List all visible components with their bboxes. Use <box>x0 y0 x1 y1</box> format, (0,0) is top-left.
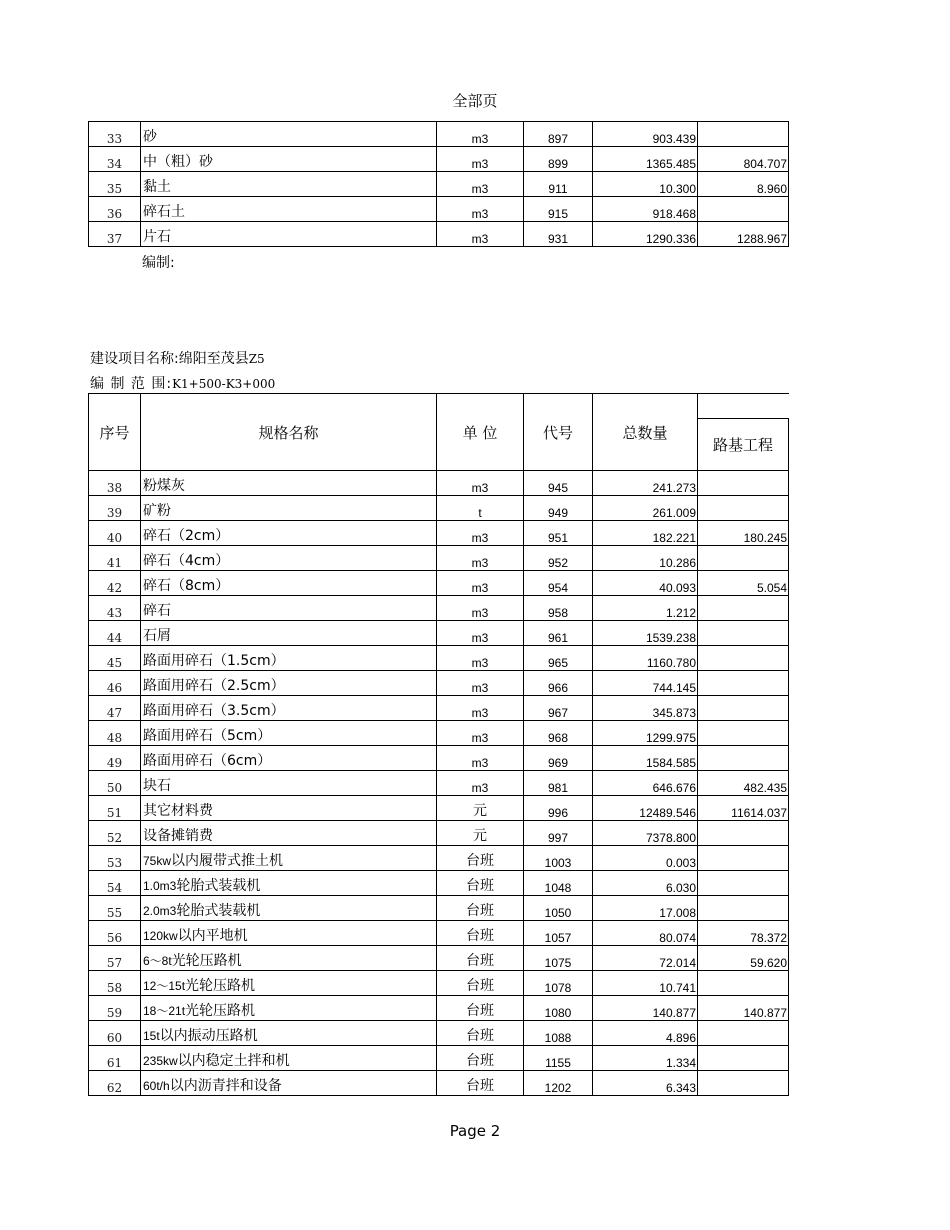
row-code: 1057 <box>524 921 593 946</box>
row-name <box>141 571 437 596</box>
table-row <box>89 871 789 896</box>
row-code: 899 <box>524 147 593 172</box>
row-code: 1155 <box>524 1046 593 1071</box>
row-roadbed: 1288.967 <box>698 222 789 247</box>
row-code: 997 <box>524 821 593 846</box>
row-name-text: 粉煤灰 <box>143 478 185 494</box>
row-name <box>141 971 437 996</box>
row-unit: t <box>437 496 524 521</box>
row-total: 1160.780 <box>593 646 698 671</box>
row-name-text: 路面用碎石（6cm） <box>143 753 272 769</box>
row-name-text: 路面用碎石（2.5cm） <box>143 678 285 694</box>
row-roadbed <box>698 122 789 147</box>
row-code: 931 <box>524 222 593 247</box>
row-total: 0.003 <box>593 846 698 871</box>
row-code: 949 <box>524 496 593 521</box>
table-row <box>89 496 789 521</box>
row-total: 4.896 <box>593 1021 698 1046</box>
table-row <box>89 646 789 671</box>
row-code: 961 <box>524 621 593 646</box>
row-name-prefix: 60t/h <box>143 1079 170 1093</box>
row-code: 968 <box>524 721 593 746</box>
table-row <box>89 771 789 796</box>
row-unit: 台班 <box>437 896 524 921</box>
range-label: 编 制 范 围: <box>90 376 173 392</box>
row-number: 56 <box>89 921 141 946</box>
row-total: 1.334 <box>593 1046 698 1071</box>
row-unit: m3 <box>437 147 524 172</box>
row-roadbed <box>698 546 789 571</box>
row-roadbed <box>698 646 789 671</box>
row-name <box>141 621 437 646</box>
row-total: 1.212 <box>593 596 698 621</box>
row-total: 241.273 <box>593 471 698 496</box>
project-name: 绵阳至茂县 <box>178 351 249 367</box>
row-number: 36 <box>89 197 141 222</box>
table-row <box>89 521 789 546</box>
row-name <box>141 896 437 921</box>
top-material-table <box>88 121 789 247</box>
row-unit: 元 <box>437 796 524 821</box>
main-table-body <box>89 471 789 1096</box>
row-name-text: 以内稳定土拌和机 <box>177 1053 290 1069</box>
row-name-prefix: 2.0m3 <box>143 904 177 918</box>
table-row <box>89 946 789 971</box>
row-roadbed: 140.877 <box>698 996 789 1021</box>
row-roadbed: 482.435 <box>698 771 789 796</box>
row-name-prefix: 75kw <box>143 854 172 868</box>
header-roadbed: 路基工程 <box>698 419 789 471</box>
table-row <box>89 222 789 247</box>
row-unit: m3 <box>437 546 524 571</box>
row-name <box>141 871 437 896</box>
row-total: 345.873 <box>593 696 698 721</box>
row-unit: m3 <box>437 596 524 621</box>
table-row <box>89 971 789 996</box>
project-label: 建设项目名称: <box>90 351 179 367</box>
row-total: 1539.238 <box>593 621 698 646</box>
row-roadbed <box>698 471 789 496</box>
row-total: 72.014 <box>593 946 698 971</box>
table-row <box>89 821 789 846</box>
row-unit: m3 <box>437 172 524 197</box>
row-code: 965 <box>524 646 593 671</box>
row-name-prefix: 12～15t <box>143 979 186 993</box>
row-total: 1299.975 <box>593 721 698 746</box>
row-code: 1050 <box>524 896 593 921</box>
row-name-text: 矿粉 <box>143 503 171 519</box>
row-name-text: 路面用碎石（5cm） <box>143 728 272 744</box>
row-total: 6.343 <box>593 1071 698 1096</box>
row-name-text: 碎石（4cm） <box>143 553 230 569</box>
row-name <box>141 1071 437 1096</box>
row-roadbed <box>698 971 789 996</box>
row-unit: m3 <box>437 721 524 746</box>
table-row <box>89 996 789 1021</box>
row-name <box>141 746 437 771</box>
table-row <box>89 596 789 621</box>
row-name-text: 光轮压路机 <box>185 1003 256 1019</box>
row-name-prefix: 120kw <box>143 929 178 943</box>
row-total: 40.093 <box>593 571 698 596</box>
row-unit: m3 <box>437 746 524 771</box>
row-code: 952 <box>524 546 593 571</box>
row-code: 958 <box>524 596 593 621</box>
row-name-text: 石屑 <box>143 628 171 644</box>
row-unit: 台班 <box>437 846 524 871</box>
table-row <box>89 621 789 646</box>
row-total: 80.074 <box>593 921 698 946</box>
row-roadbed <box>698 821 789 846</box>
header-unit: 单 位 <box>437 394 524 471</box>
row-unit: m3 <box>437 521 524 546</box>
row-name-text: 以内平地机 <box>177 928 248 944</box>
row-roadbed <box>698 197 789 222</box>
row-name-text: 黏土 <box>143 179 171 195</box>
row-code: 945 <box>524 471 593 496</box>
row-unit: 台班 <box>437 1071 524 1096</box>
row-number: 45 <box>89 646 141 671</box>
row-name-text: 块石 <box>143 778 171 794</box>
row-name-text: 碎石（2cm） <box>143 528 230 544</box>
row-code: 981 <box>524 771 593 796</box>
table-row <box>89 1071 789 1096</box>
row-total: 261.009 <box>593 496 698 521</box>
row-name <box>141 796 437 821</box>
row-name-text: 中（粗）砂 <box>143 154 213 170</box>
row-name <box>141 596 437 621</box>
row-name-text: 以内履带式推土机 <box>171 853 284 869</box>
table-row <box>89 746 789 771</box>
row-name <box>141 821 437 846</box>
table-row <box>89 671 789 696</box>
row-roadbed: 180.245 <box>698 521 789 546</box>
row-number: 37 <box>89 222 141 247</box>
row-code: 1075 <box>524 946 593 971</box>
row-code: 966 <box>524 671 593 696</box>
header-name: 规格名称 <box>141 394 437 471</box>
row-unit: 台班 <box>437 1021 524 1046</box>
row-name-text: 砂 <box>143 129 157 145</box>
row-number: 50 <box>89 771 141 796</box>
row-unit: m3 <box>437 222 524 247</box>
row-name <box>141 671 437 696</box>
row-total: 12489.546 <box>593 796 698 821</box>
row-name <box>141 496 437 521</box>
row-name <box>141 147 437 172</box>
row-roadbed <box>698 721 789 746</box>
editor-label: 编制: <box>142 255 175 271</box>
row-roadbed <box>698 896 789 921</box>
row-name <box>141 771 437 796</box>
row-unit: m3 <box>437 122 524 147</box>
row-code: 897 <box>524 122 593 147</box>
row-total: 10.300 <box>593 172 698 197</box>
row-code: 915 <box>524 197 593 222</box>
row-name-text: 光轮压路机 <box>171 953 242 969</box>
row-total: 6.030 <box>593 871 698 896</box>
row-number: 46 <box>89 671 141 696</box>
row-number: 61 <box>89 1046 141 1071</box>
row-roadbed: 78.372 <box>698 921 789 946</box>
row-roadbed <box>698 871 789 896</box>
row-name <box>141 646 437 671</box>
row-name-text: 设备摊销费 <box>143 828 213 844</box>
row-code: 1048 <box>524 871 593 896</box>
row-code: 1202 <box>524 1071 593 1096</box>
row-unit: 台班 <box>437 871 524 896</box>
row-name-prefix: 1.0m3 <box>143 879 177 893</box>
row-unit: m3 <box>437 571 524 596</box>
table-row <box>89 571 789 596</box>
project-name-line <box>90 348 265 368</box>
row-roadbed <box>698 846 789 871</box>
table-row <box>89 796 789 821</box>
row-unit: m3 <box>437 621 524 646</box>
row-number: 35 <box>89 172 141 197</box>
row-name-text: 其它材料费 <box>143 803 213 819</box>
row-name-prefix: 235kw <box>143 1054 178 1068</box>
row-total: 1365.485 <box>593 147 698 172</box>
row-total: 646.676 <box>593 771 698 796</box>
table-row <box>89 721 789 746</box>
row-name-text: 以内沥青拌和设备 <box>169 1078 282 1094</box>
row-unit: m3 <box>437 696 524 721</box>
row-name <box>141 721 437 746</box>
top-table-body <box>89 122 789 247</box>
row-number: 55 <box>89 896 141 921</box>
row-name <box>141 222 437 247</box>
row-unit: m3 <box>437 471 524 496</box>
row-name <box>141 546 437 571</box>
row-unit: 台班 <box>437 946 524 971</box>
row-name-text: 轮胎式装载机 <box>176 903 261 919</box>
row-number: 60 <box>89 1021 141 1046</box>
row-name <box>141 996 437 1021</box>
range-value: K1+500-K3+000 <box>172 377 276 391</box>
row-total: 1584.585 <box>593 746 698 771</box>
compile-range-line <box>90 373 275 393</box>
row-roadbed <box>698 746 789 771</box>
row-number: 43 <box>89 596 141 621</box>
row-number: 39 <box>89 496 141 521</box>
row-number: 58 <box>89 971 141 996</box>
row-name-text: 以内振动压路机 <box>159 1028 258 1044</box>
row-code: 1003 <box>524 846 593 871</box>
row-roadbed <box>698 1071 789 1096</box>
row-unit: m3 <box>437 771 524 796</box>
row-number: 52 <box>89 821 141 846</box>
row-total: 744.145 <box>593 671 698 696</box>
table-row <box>89 921 789 946</box>
page-footer: Page 2 <box>449 1122 501 1140</box>
row-name <box>141 521 437 546</box>
row-number: 40 <box>89 521 141 546</box>
row-number: 44 <box>89 621 141 646</box>
row-name-text: 碎石 <box>143 603 171 619</box>
row-name <box>141 921 437 946</box>
row-number: 59 <box>89 996 141 1021</box>
row-name <box>141 1021 437 1046</box>
row-number: 34 <box>89 147 141 172</box>
row-total: 903.439 <box>593 122 698 147</box>
row-name <box>141 122 437 147</box>
row-code: 911 <box>524 172 593 197</box>
row-roadbed <box>698 671 789 696</box>
row-name <box>141 471 437 496</box>
row-number: 57 <box>89 946 141 971</box>
page-header-title: 全部页 <box>452 92 498 110</box>
row-total: 1290.336 <box>593 222 698 247</box>
row-unit: m3 <box>437 646 524 671</box>
row-number: 33 <box>89 122 141 147</box>
row-number: 42 <box>89 571 141 596</box>
row-roadbed <box>698 1046 789 1071</box>
row-number: 41 <box>89 546 141 571</box>
table-row <box>89 147 789 172</box>
row-roadbed <box>698 496 789 521</box>
row-unit: 台班 <box>437 1046 524 1071</box>
row-name <box>141 1046 437 1071</box>
row-name-prefix: 6～8t <box>143 954 172 968</box>
row-code: 1088 <box>524 1021 593 1046</box>
row-total: 7378.800 <box>593 821 698 846</box>
row-name-text: 路面用碎石（1.5cm） <box>143 653 285 669</box>
table-row <box>89 122 789 147</box>
table-row <box>89 896 789 921</box>
row-name <box>141 946 437 971</box>
table-row <box>89 1046 789 1071</box>
row-name <box>141 172 437 197</box>
row-name-prefix: 18～21t <box>143 1004 186 1018</box>
row-number: 62 <box>89 1071 141 1096</box>
table-row <box>89 1021 789 1046</box>
row-code: 1080 <box>524 996 593 1021</box>
row-roadbed: 5.054 <box>698 571 789 596</box>
row-roadbed <box>698 621 789 646</box>
row-total: 17.008 <box>593 896 698 921</box>
row-unit: 元 <box>437 821 524 846</box>
row-name-prefix: 15t <box>143 1029 160 1043</box>
row-unit: m3 <box>437 671 524 696</box>
project-suffix: Z5 <box>248 352 265 366</box>
row-name <box>141 197 437 222</box>
row-name-text: 碎石土 <box>143 204 185 220</box>
header-total: 总数量 <box>593 394 698 471</box>
row-roadbed: 8.960 <box>698 172 789 197</box>
row-unit: 台班 <box>437 971 524 996</box>
table-row <box>89 846 789 871</box>
row-roadbed <box>698 1021 789 1046</box>
row-roadbed: 804.707 <box>698 147 789 172</box>
row-name-text: 轮胎式装载机 <box>176 878 261 894</box>
table-row <box>89 197 789 222</box>
material-quantity-table <box>88 393 789 1096</box>
row-number: 54 <box>89 871 141 896</box>
row-roadbed: 11614.037 <box>698 796 789 821</box>
row-code: 967 <box>524 696 593 721</box>
row-roadbed <box>698 596 789 621</box>
row-name-text: 路面用碎石（3.5cm） <box>143 703 285 719</box>
row-number: 48 <box>89 721 141 746</box>
table-row <box>89 471 789 496</box>
row-name-text: 光轮压路机 <box>185 978 256 994</box>
row-unit: m3 <box>437 197 524 222</box>
row-number: 49 <box>89 746 141 771</box>
row-name-text: 片石 <box>143 229 171 245</box>
row-unit: 台班 <box>437 921 524 946</box>
row-number: 47 <box>89 696 141 721</box>
row-total: 140.877 <box>593 996 698 1021</box>
row-total: 918.468 <box>593 197 698 222</box>
row-name <box>141 696 437 721</box>
row-code: 996 <box>524 796 593 821</box>
header-group-empty <box>698 394 789 419</box>
row-code: 1078 <box>524 971 593 996</box>
row-number: 53 <box>89 846 141 871</box>
row-code: 951 <box>524 521 593 546</box>
row-number: 38 <box>89 471 141 496</box>
row-roadbed <box>698 696 789 721</box>
row-total: 182.221 <box>593 521 698 546</box>
header-code: 代号 <box>524 394 593 471</box>
row-total: 10.741 <box>593 971 698 996</box>
row-roadbed: 59.620 <box>698 946 789 971</box>
row-name-text: 碎石（8cm） <box>143 578 230 594</box>
table-row <box>89 172 789 197</box>
row-unit: 台班 <box>437 996 524 1021</box>
row-code: 954 <box>524 571 593 596</box>
header-no: 序号 <box>89 394 141 471</box>
row-number: 51 <box>89 796 141 821</box>
table-row <box>89 696 789 721</box>
row-name <box>141 846 437 871</box>
table-row <box>89 546 789 571</box>
row-code: 969 <box>524 746 593 771</box>
row-total: 10.286 <box>593 546 698 571</box>
